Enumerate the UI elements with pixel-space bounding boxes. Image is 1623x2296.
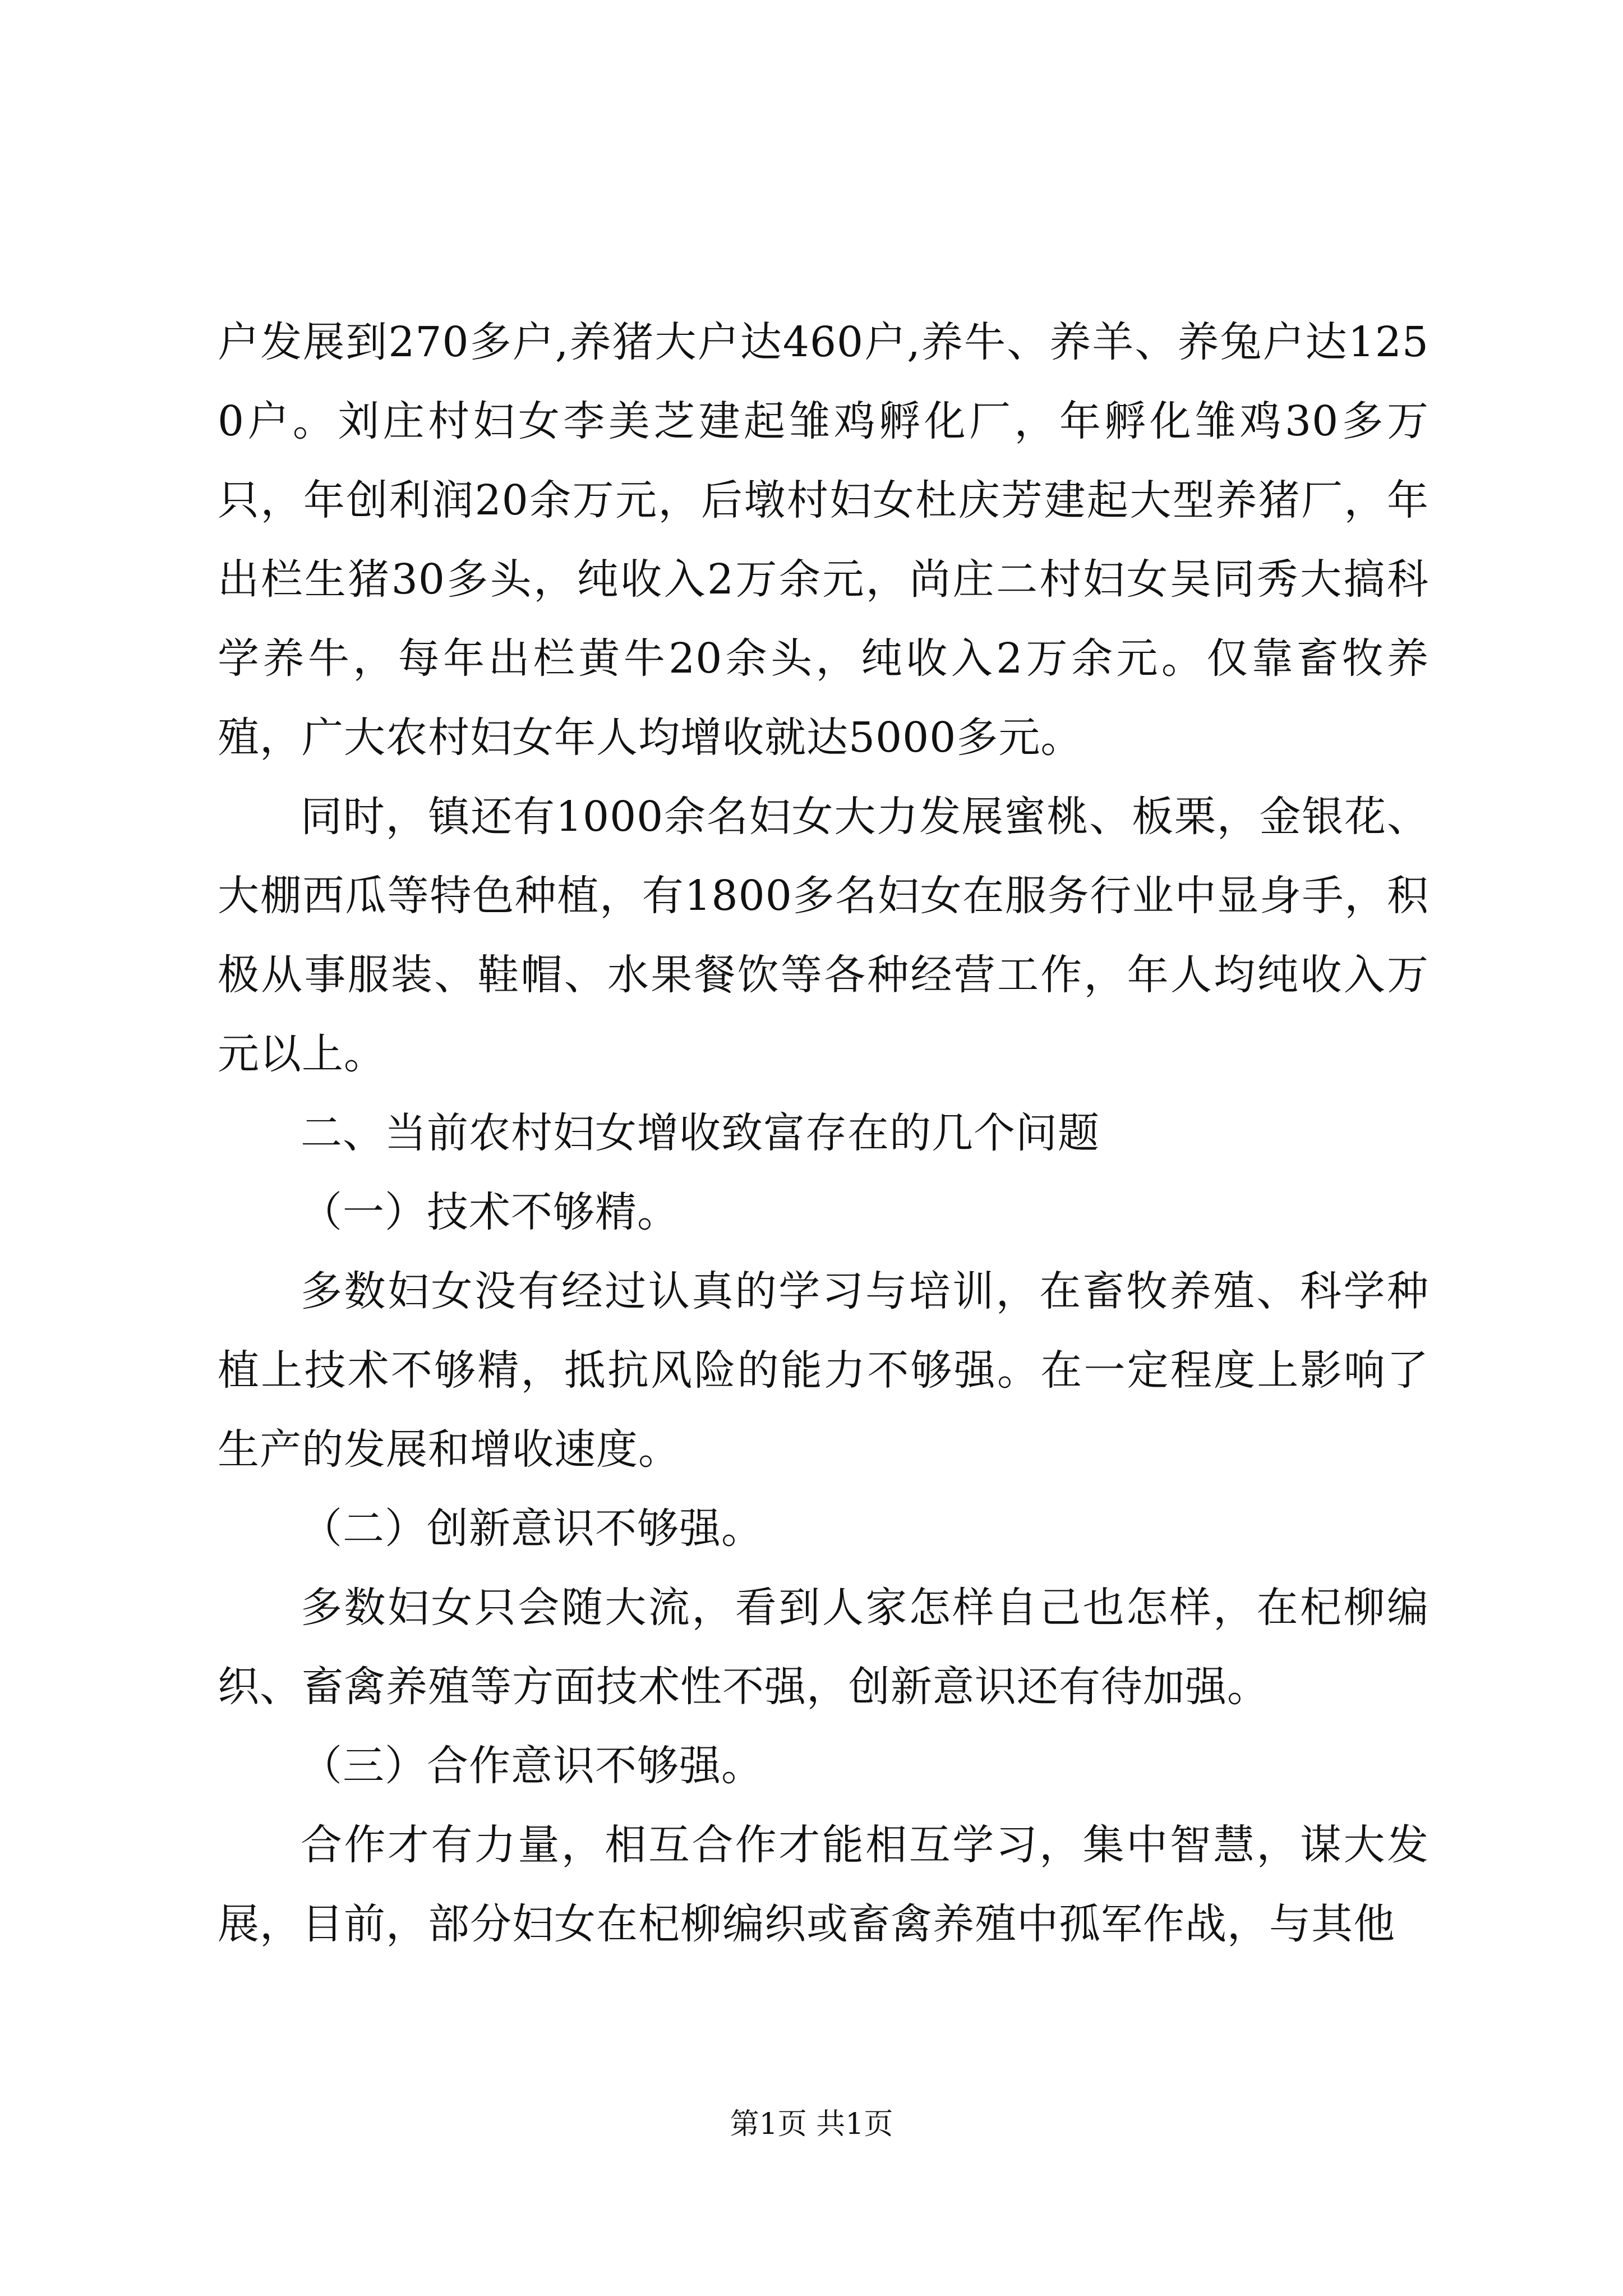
subsection-heading: （二）创新意识不够强。 [301, 1504, 763, 1553]
paragraph: 同时，镇还有1000余名妇女大力发展蜜桃、板栗，金银花、大棚西瓜等特色种植，有1800多名妇女在服务行业中显身手，积极从事服装、鞋帽、水果餐饮等各种经营工作，年人均纯收入万元以上。 [218, 793, 1429, 1078]
subsection-heading: （三）合作意识不够强。 [301, 1742, 763, 1790]
page-number-footer: 第1页 共1页 [730, 2108, 893, 2141]
document-body [218, 303, 1429, 1964]
paragraph: 多数妇女没有经过认真的学习与培训，在畜牧养殖、科学种植上技术不够精，抵抗风险的能力不够强。在一定程度上影响了生产的发展和增收速度。 [218, 1267, 1429, 1474]
section-heading: 二、当前农村妇女增收致富存在的几个问题 [301, 1109, 1100, 1157]
paragraph: 多数妇女只会随大流，看到人家怎样自己也怎样，在杞柳编织、畜禽养殖等方面技术性不强，创新意识还有待加强。 [218, 1584, 1429, 1711]
paragraph: 合作才有力量，相互合作才能相互学习，集中智慧，谋大发展，目前，部分妇女在杞柳编织或畜禽养殖中孤军作战，与其他 [218, 1821, 1429, 1948]
paragraph: 户发展到270多户,养猪大户达460户,养牛、养羊、养兔户达1250户。刘庄村妇女李美芝建起雏鸡孵化厂，年孵化雏鸡30多万只，年创利润20余万元，后墩村妇女杜庆芳建起大型养猪厂，年出栏生猪30多头，纯收入2万余元，尚庄二村妇女吴同秀大搞科学养牛，每年出栏黄牛20余头，纯收入2万余元。仅靠畜牧养殖，广大农村妇女年人均增收就达5000多元。 [218, 318, 1429, 762]
subsection-heading: （一）技术不够精。 [301, 1188, 679, 1236]
